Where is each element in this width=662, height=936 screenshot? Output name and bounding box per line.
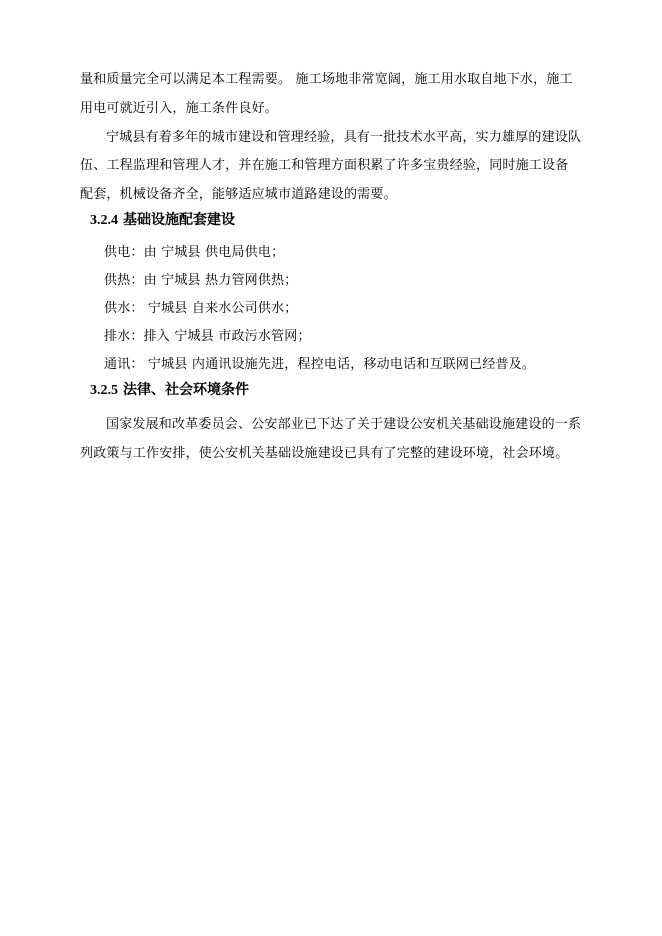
- section-title: 法律、社会环境条件: [123, 382, 249, 398]
- list-item: 供水： 宁城县 自来水公司供水；: [104, 301, 298, 316]
- section-number: 3.2.4: [90, 213, 118, 228]
- list-item: 排水：排入 宁城县 市政污水管网；: [104, 329, 311, 344]
- paragraph-line: 列政策与工作安排，使公安机关基础设施建设已具有了完整的建设环境，社会环境。: [80, 446, 569, 461]
- section-number: 3.2.5: [90, 383, 118, 398]
- list-item: 供热：由 宁城县 热力管网供热；: [104, 273, 298, 288]
- paragraph-line: 国家发展和改革委员会、公安部业已下达了关于建设公安机关基础设施建设的一系: [106, 417, 582, 432]
- paragraph-line: 配套，机械设备齐全，能够适应城市道路建设的需要。: [80, 187, 397, 202]
- section-heading: [90, 211, 235, 230]
- paragraph-line: 伍、工程监理和管理人才，并在施工和管理方面积累了许多宝贵经验，同时施工设备: [80, 158, 569, 173]
- paragraph-line: 宁城县有着多年的城市建设和管理经验，具有一批技术水平高，实力雄厚的建设队: [106, 130, 582, 145]
- list-item: 供电：由 宁城县 供电局供电；: [104, 245, 285, 260]
- section-heading: [90, 381, 249, 400]
- list-item: 通讯： 宁城县 内通讯设施先进，程控电话，移动电话和互联网已经普及。: [104, 357, 536, 372]
- paragraph-line: 量和质量完全可以满足本工程需要。 施工场地非常宽阔，施工用水取自地下水，施工: [80, 72, 573, 87]
- paragraph-line: 用电可就近引入，施工条件良好。: [80, 101, 279, 116]
- section-title: 基础设施配套建设: [123, 212, 235, 228]
